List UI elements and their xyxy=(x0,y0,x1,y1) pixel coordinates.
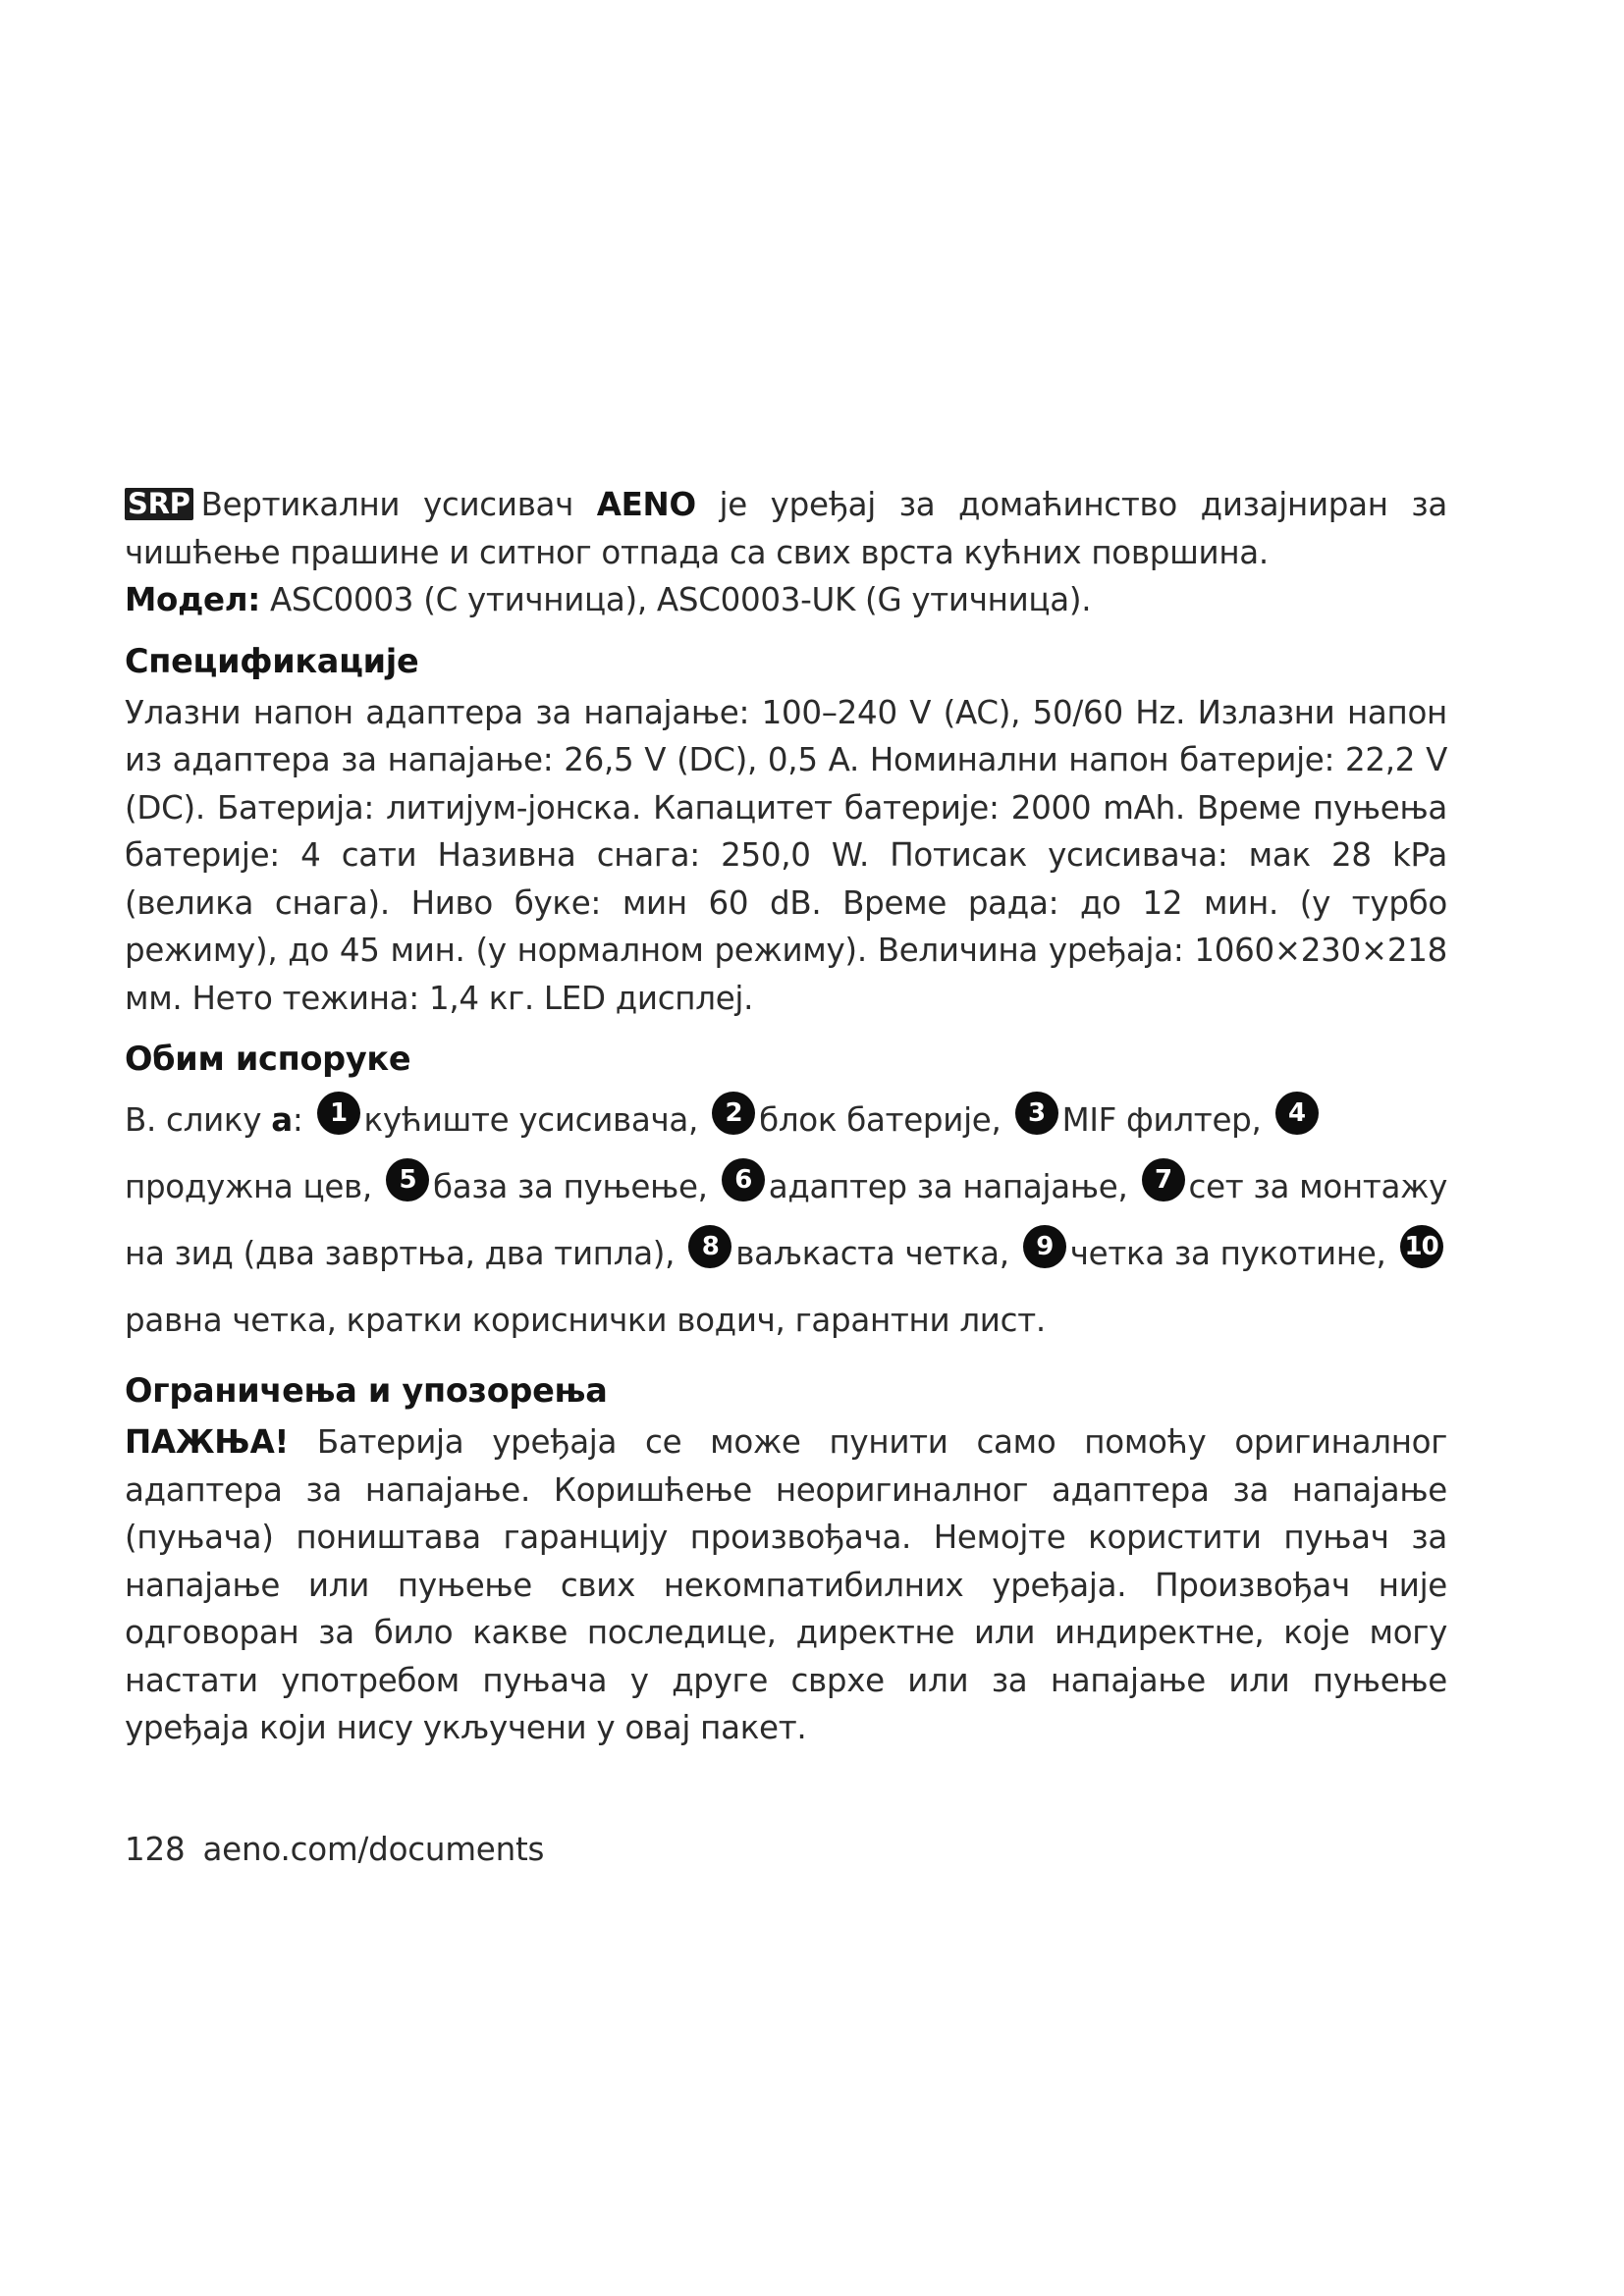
model-label: Модел: xyxy=(125,581,260,618)
number-badge-6: 6 xyxy=(722,1158,765,1201)
scope-item: ваљкаста четка, xyxy=(735,1235,1009,1272)
number-badge-3: 3 xyxy=(1015,1092,1058,1135)
page-number: 128 xyxy=(125,1831,186,1868)
warnings-paragraph xyxy=(125,1418,1447,1752)
scope-item: четка за пукотине, xyxy=(1069,1235,1386,1272)
number-badge-9: 9 xyxy=(1023,1225,1066,1268)
scope-item: равна четка, xyxy=(125,1302,337,1339)
scope-item: адаптер за напајање, xyxy=(768,1168,1128,1205)
caution-label: ПАЖЊА! xyxy=(125,1423,290,1461)
intro-paragraph xyxy=(125,481,1447,624)
scope-item: база за пуњење, xyxy=(432,1168,708,1205)
footer-url: aeno.com/documents xyxy=(202,1831,545,1868)
brand-name: AENO xyxy=(596,486,696,523)
specs-paragraph: Улазни напон адаптера за напајање: 100–240 V (AC), 50/60 Hz. Излазни напон из адаптера за напајање: 26,5 V (DC), 0,5 A. Номинални напон батерије: 22,2 V (DC). Батерија: литијум-јонска. Капацитет батерије: 2000 mAh. Време пуњења батерије: 4 сати Називна снага: 250,0 W. Потисак усисивача: мак 28 kPa (велика снага). Ниво буке: мин 60 dB. Време рада: до 12 мин. (у турбо режиму), до 45 мин. (у нормалном режиму). Величина уређаја: 1060×230×218 мм. Нето тежина: 1,4 кг. LED дисплеј. xyxy=(125,693,1447,1017)
number-badge-4: 4 xyxy=(1275,1092,1319,1135)
page-footer xyxy=(125,1828,544,1871)
scope-heading: Обим испоруке xyxy=(125,1040,411,1078)
number-badge-5: 5 xyxy=(386,1158,429,1201)
model-text: ASC0003 (C утичница), ASC0003-UK (G утичница). xyxy=(270,581,1092,618)
scope-paragraph xyxy=(125,1087,1447,1354)
intro-text-start: Вертикални усисивач xyxy=(200,486,574,523)
number-badge-1: 1 xyxy=(317,1092,360,1135)
scope-item: блок батерије, xyxy=(759,1101,1001,1139)
scope-lead: В. слику xyxy=(125,1101,262,1139)
scope-tail: кратки кориснички водич, гарантни лист. xyxy=(346,1302,1046,1339)
intro-text-end: је уређај за домаћинство дизајниран за чишћење прашине и ситног отпада са свих врста кућних површина. xyxy=(125,486,1447,571)
scope-item: MIF филтер, xyxy=(1061,1101,1262,1139)
scope-lead-colon: : xyxy=(292,1101,303,1139)
warnings-text: Батерија уређаја се може пунити само помоћу оригиналног адаптера за напајање. Коришћење неоригиналног адаптера за напајање (пуњача) поништава гаранцију произвођача. Немојте користити пуњач за напајање или пуњење свих некомпатибилних уређаја. Произвођач није одговоран за било какве последице, директне или индиректне, које могу настати употребом пуњача у друге сврхе или за напајање или пуњење уређаја који нису укључени у овај пакет. xyxy=(125,1423,1448,1746)
language-badge: SRP xyxy=(125,488,193,520)
scope-item: кућиште усисивача, xyxy=(363,1101,699,1139)
warnings-heading: Ограничења и упозорења xyxy=(125,1371,608,1410)
document-page xyxy=(125,481,1447,1752)
scope-of-delivery xyxy=(125,1087,1447,1354)
number-badge-2: 2 xyxy=(712,1092,755,1135)
figure-ref: a xyxy=(271,1101,293,1139)
scope-item: продужна цев, xyxy=(125,1168,372,1205)
number-badge-7: 7 xyxy=(1142,1158,1185,1201)
number-badge-8: 8 xyxy=(688,1225,731,1268)
scope-item: сет за монтажу на зид (два завртња, два типла), xyxy=(125,1168,1448,1272)
specs-heading: Спецификације xyxy=(125,641,419,680)
number-badge-10: 10 xyxy=(1400,1225,1443,1268)
